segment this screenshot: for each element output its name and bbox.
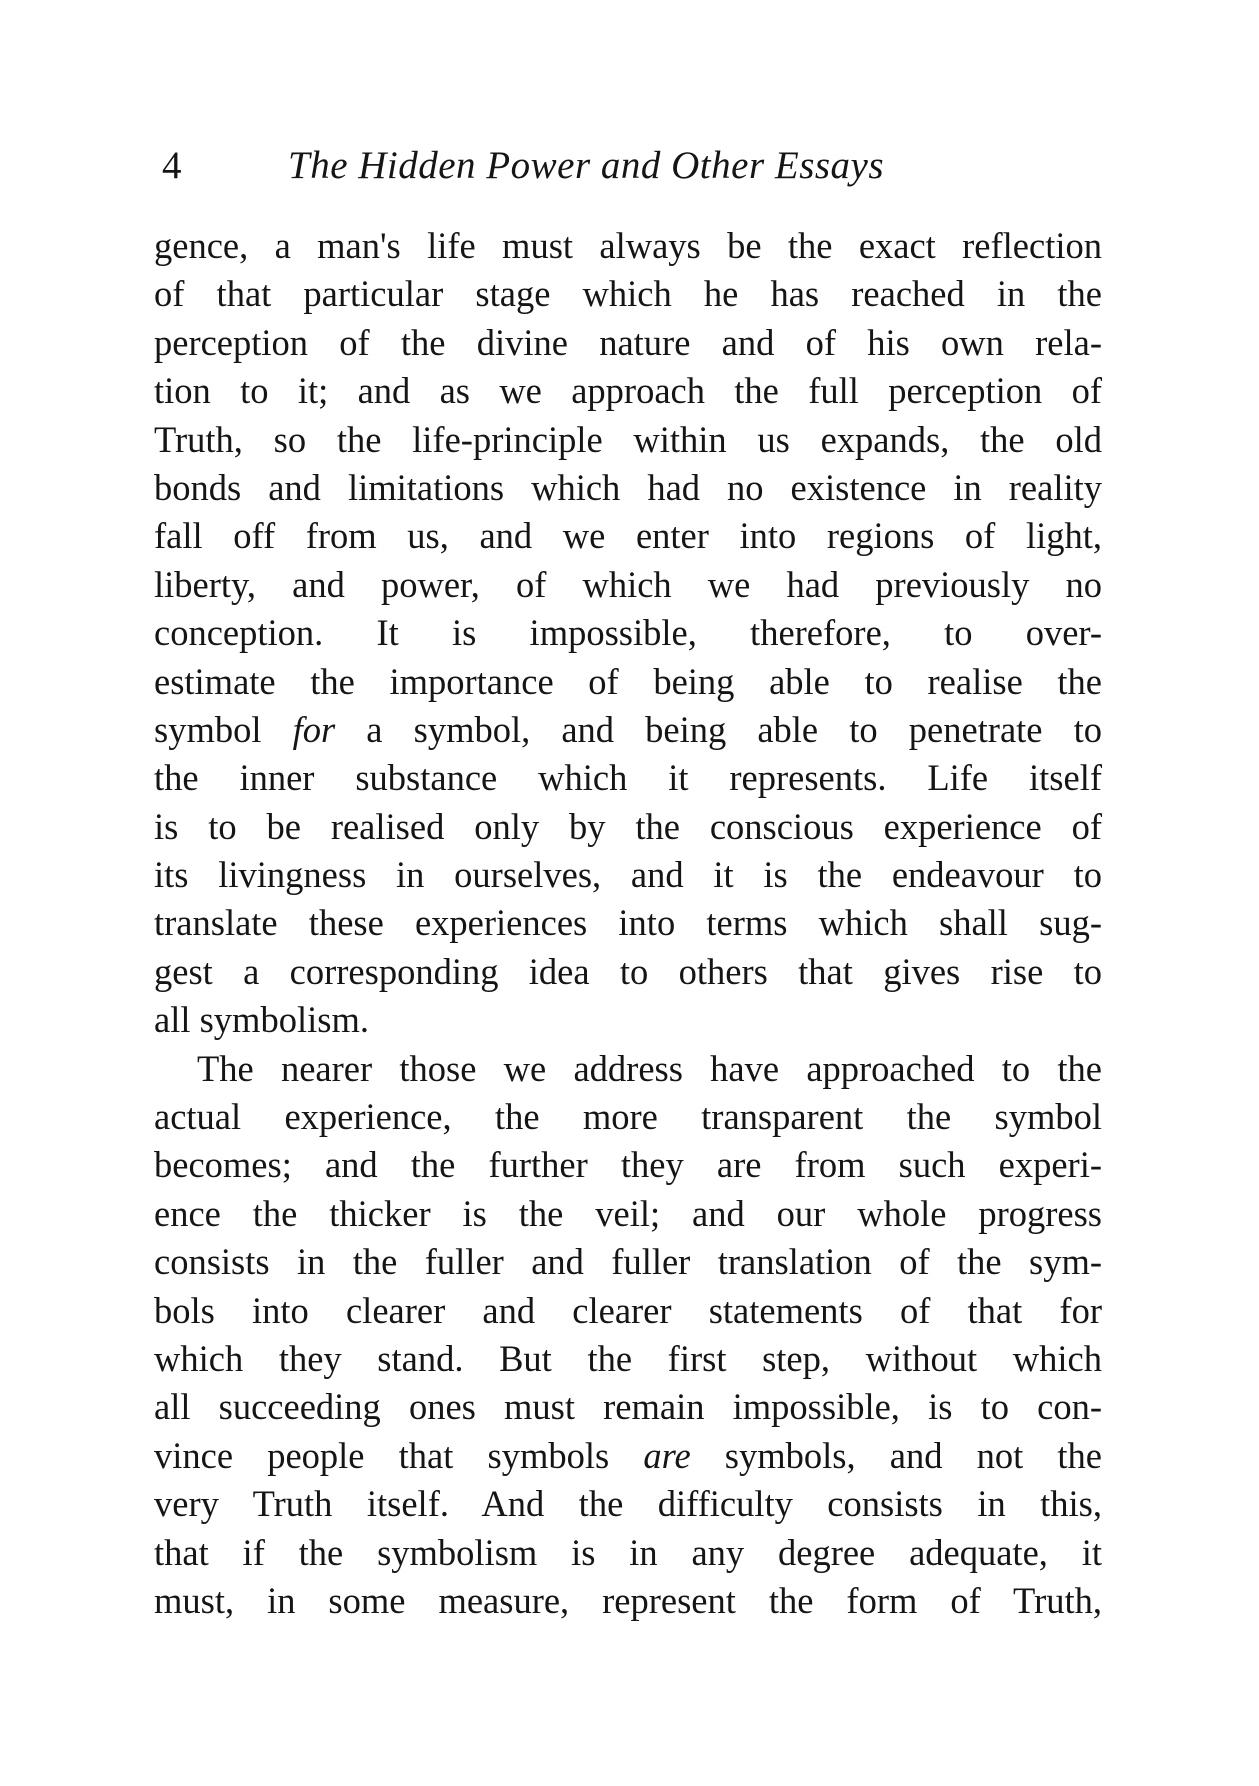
text-line: estimate the importance of being able to realise the: [154, 660, 1102, 702]
line-segment: a symbol, and being able to penetrate to: [335, 708, 1102, 750]
text-line: of that particular stage which he has reached in the: [154, 273, 1102, 315]
text-line: which they stand. But the first step, without which: [154, 1337, 1102, 1379]
text-line: Truth, so the life-principle within us expands, the old: [154, 418, 1102, 460]
text-line: that if the symbolism is in any degree adequate, it: [154, 1531, 1102, 1573]
text-line: the inner substance which it represents. Life itself: [154, 757, 1102, 799]
body-text: [154, 222, 1102, 1625]
text-line: gence, a man's life must always be the exact reflection: [154, 225, 1102, 266]
emphasis-for: for: [292, 708, 336, 750]
text-line: bonds and limitations which had no existence in reality: [154, 466, 1102, 508]
text-line-emphasis: [154, 1432, 1102, 1480]
text-line: The nearer those we address have approached to the: [197, 1047, 1102, 1089]
text-line: becomes; and the further they are from such experi-: [154, 1144, 1102, 1186]
text-line: translate these experiences into terms which shall sug-: [154, 902, 1102, 944]
text-line: very Truth itself. And the difficulty consists in this,: [154, 1483, 1102, 1525]
emphasis-are: are: [643, 1434, 691, 1476]
line-segment: vince people that symbols: [154, 1434, 644, 1476]
text-line: gest a corresponding idea to others that gives rise to: [154, 950, 1102, 992]
text-line: is to be realised only by the conscious experience of: [154, 805, 1102, 847]
text-line: tion to it; and as we approach the full perception of: [154, 370, 1102, 412]
text-line: all succeeding ones must remain impossible, is to con-: [154, 1386, 1102, 1428]
text-line: fall off from us, and we enter into regions of light,: [154, 515, 1102, 557]
text-line: perception of the divine nature and of his own rela-: [154, 321, 1102, 363]
page-number: 4: [162, 144, 182, 187]
running-title: The Hidden Power and Other Essays: [288, 144, 885, 187]
line-segment: symbols, and not the: [690, 1434, 1102, 1476]
text-line: all symbolism.: [154, 999, 369, 1041]
text-line: its livingness in ourselves, and it is the endeavour to: [154, 854, 1102, 896]
paragraph-1: [154, 222, 1102, 1045]
text-line: liberty, and power, of which we had previously no: [154, 563, 1102, 605]
text-line: must, in some measure, represent the form of Truth,: [154, 1579, 1102, 1621]
text-line: ence the thicker is the veil; and our whole progress: [154, 1192, 1102, 1234]
text-line: consists in the fuller and fuller translation of the sym-: [154, 1241, 1102, 1283]
line-segment: symbol: [154, 708, 293, 750]
text-line: conception. It is impossible, therefore, to over-: [154, 612, 1102, 654]
text-line-emphasis: [154, 706, 1102, 754]
running-head: [156, 136, 1096, 196]
paragraph-2: [154, 1045, 1102, 1626]
text-line: bols into clearer and clearer statements of that for: [154, 1289, 1102, 1331]
text-line: actual experience, the more transparent the symbol: [154, 1096, 1102, 1138]
